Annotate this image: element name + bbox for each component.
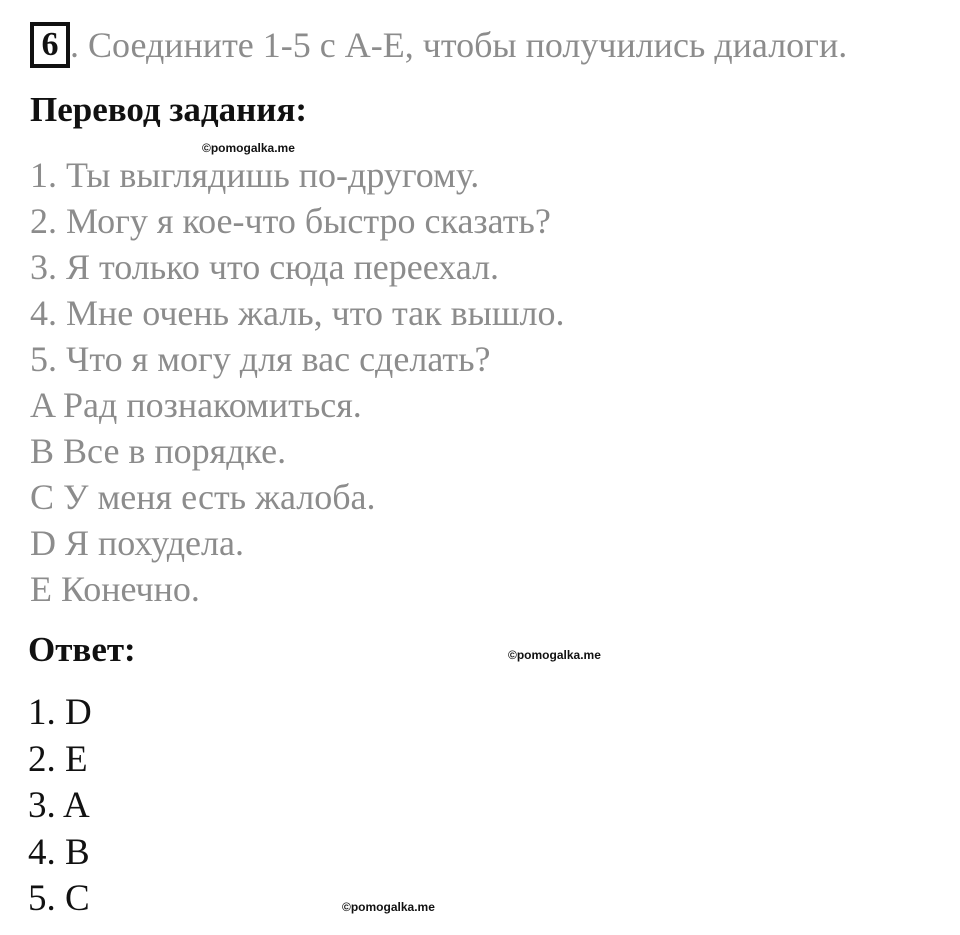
translation-item: A Рад познакомиться.: [30, 385, 362, 425]
translation-heading: Перевод задания:: [30, 90, 308, 129]
answer-item: 2. E: [28, 738, 88, 780]
translation-list: [30, 152, 565, 612]
task-header: [30, 22, 847, 68]
answer-item: 3. A: [28, 785, 90, 826]
translation-item: 5. Что я могу для вас сделать?: [30, 339, 491, 379]
task-number-badge: 6: [30, 22, 70, 68]
translation-item: 3. Я только что сюда переехал.: [30, 247, 500, 287]
translation-item: E Конечно.: [30, 569, 200, 609]
task-instruction: . Соедините 1-5 с A-E, чтобы получились диалоги.: [70, 25, 848, 65]
watermark: ©pomogalka.me: [202, 141, 295, 155]
answer-item: 1. D: [28, 692, 92, 733]
watermark: ©pomogalka.me: [508, 648, 601, 662]
translation-item: 4. Мне очень жаль, что так вышло.: [30, 293, 565, 333]
translation-item: C У меня есть жалоба.: [30, 477, 376, 517]
translation-item: D Я похудела.: [30, 523, 244, 563]
translation-item: 2. Могу я кое-что быстро сказать?: [30, 201, 551, 241]
answer-item: 4. B: [28, 831, 90, 873]
answer-list: [28, 690, 92, 923]
translation-item: 1. Ты выглядишь по-другому.: [30, 155, 480, 195]
translation-item: B Все в порядке.: [30, 431, 287, 471]
answer-heading: Ответ:: [28, 630, 136, 669]
answer-item: 5. C: [28, 878, 90, 919]
watermark: ©pomogalka.me: [342, 900, 435, 914]
